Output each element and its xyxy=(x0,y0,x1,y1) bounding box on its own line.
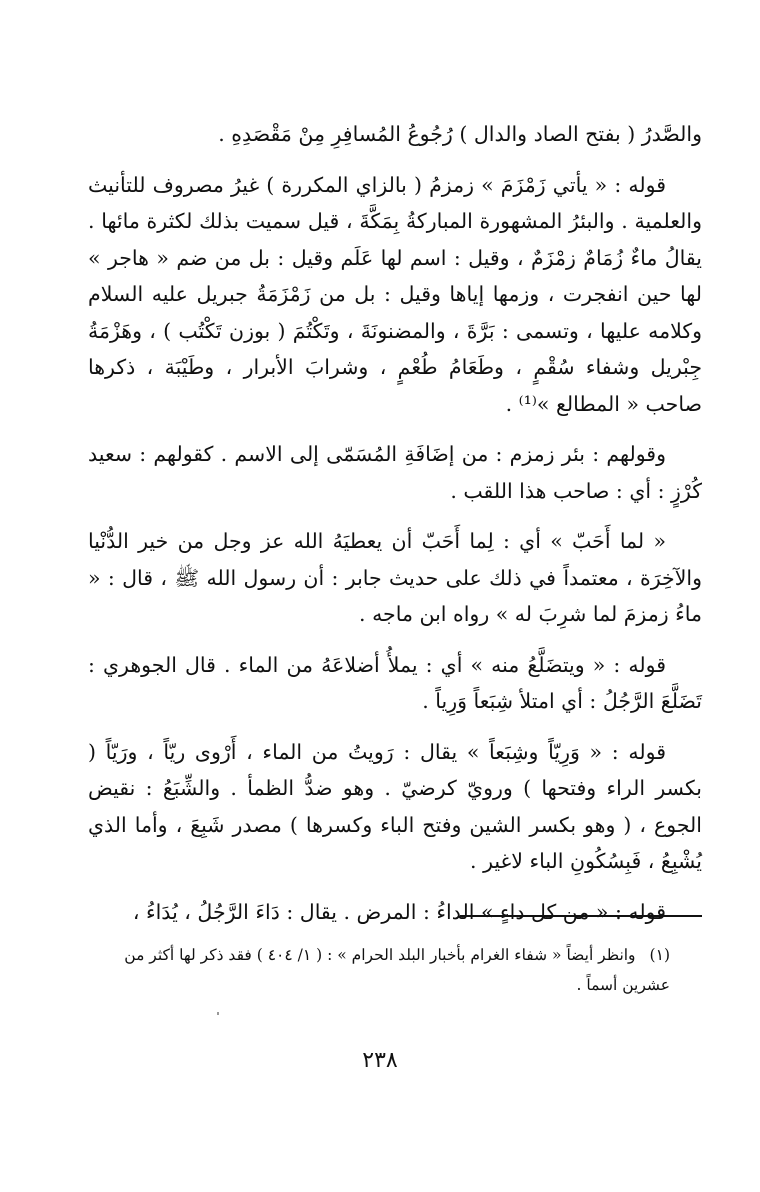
paragraph-sadr: والصَّدرُ ( بفتح الصاد والدال ) رُجُوعُ المُسافِرِ مِنْ مَقْصَدِهِ . xyxy=(218,122,702,146)
footnote-text: وانظر أيضاً « شفاء الغرام بأخبار البلد الحرام » : ( ١/ ٤٠٤ ) فقد ذكر لها أكثر من عشرين أسماً . xyxy=(124,946,670,994)
footnote-separator xyxy=(460,915,702,917)
paragraph-zamzam: قوله : « يأتي زَمْزَمَ » زمزمُ ( بالزاي المكررة ) غيرُ مصروف للتأنيث والعلمية . والبئرُ المشهورة المباركةُ بِمَكَّةَ ، قيل سميت بذلك لكثرة مائها . يقالُ ماءٌ زُمَامٌ زمْزَمٌ ، وقيل : اسم لها عَلَم وقيل : بل من ضم « هاجر » لها حين انفجرت ، وزمها إياها وقيل : بل من زَمْزَمَةُ جبريل عليه السلام وكلامه عليها ، وتسمى : بَرَّةَ ، والمضنونَةَ ، وتَكْتُمَ ( بوزن تَكْتُب ) ، وهَزْمَةُ جِبْريل وشفاء سُقْمٍ ، وطَعَامُ طُعْمٍ ، وشرابَ الأبرار ، وطَيْبَة ، ذكرها صاحب « المطالع »⁽¹⁾ . xyxy=(88,172,702,416)
paragraph-min-kull-daa: قوله : « من كل داءٍ » الداءُ : المرض . يقال : دَاءَ الرَّجُلُ ، يُدَاءُ ، xyxy=(132,899,666,924)
paragraph-bir-zamzam: وقولهم : بئر زمزم : من إضَافَةِ المُسَمّى إلى الاسم . كقولهم : سعيد كُرْزٍ : أي : صاحب هذا اللقب . xyxy=(88,442,702,503)
paragraph-riyyan-shibaan: قوله : « وَرِيّاً وشِبَعاً » يقال : رَويتُ من الماء ، أَرْوى ريّاً ، ورَيّاً ( بكسر الراء وفتحها ) ورويّ كرضيّ . وهو ضدُّ الظمأ . والشِّبَعُ : نقيض الجوع ، ( وهو بكسر الشين وفتح الباء وكسرها ) مصدر شَبِعَ ، وأما الذي يُشْبِعُ ، فَبِسُكُونِ الباء لاغير . xyxy=(88,739,702,873)
scan-speck xyxy=(217,1012,219,1015)
footnote-marker: (١) xyxy=(649,946,670,964)
footnote xyxy=(118,940,670,1000)
paragraph-yatadallau: قوله : « ويتضَلَّعُ منه » أي : يملأُ أضلاعَهُ من الماء . قال الجوهري : تَضَلَّعَ الرَّجُلُ : أي امتلأ شِبَعاً وَرِياً . xyxy=(88,652,702,713)
page-number: ٢٣٨ xyxy=(362,1048,398,1073)
main-text xyxy=(88,112,702,944)
paragraph-lima-ahabb: « لما أَحَبّ » أي : لِما أَحَبّ أن يعطيَهُ الله عز وجل من خير الدُّنْيا والآخِرَة ، معتمداً في ذلك على حديث جابر : أن رسول الله ﷺ ، قال : « ماءُ زمزمَ لما شرِبَ له » رواه ابن ماجه . xyxy=(88,529,702,626)
